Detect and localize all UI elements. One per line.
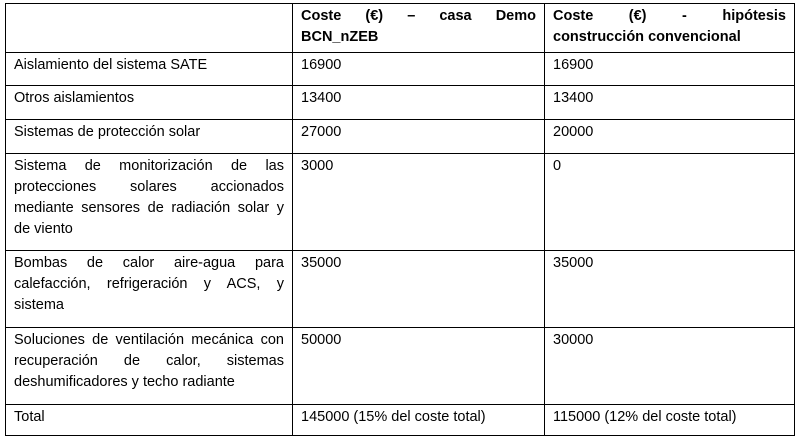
row-label: Soluciones de ventilación mecánica con recuperación de calor, sistemas deshumificadores y techo radiante (6, 328, 293, 405)
conventional-cost-value: 16900 (545, 53, 795, 86)
table-row (6, 251, 795, 328)
header-cell-empty (6, 4, 293, 53)
conventional-cost-value: 30000 (545, 328, 795, 405)
row-label: Sistemas de protección solar (6, 120, 293, 154)
demo-cost-value: 50000 (293, 328, 545, 405)
table-row (6, 154, 795, 251)
row-label: Sistema de monitorización de las protecciones solares accionados mediante sensores de radiación solar y de viento (6, 154, 293, 251)
cost-comparison-table (5, 3, 795, 436)
conventional-cost-value: 35000 (545, 251, 795, 328)
demo-cost-value: 16900 (293, 53, 545, 86)
demo-cost-value: 13400 (293, 86, 545, 120)
conventional-cost-value: 20000 (545, 120, 795, 154)
cost-table-container (5, 3, 795, 436)
conventional-cost-value: 13400 (545, 86, 795, 120)
table-header-row (6, 4, 795, 53)
row-label-total: Total (6, 405, 293, 436)
conventional-cost-total: 115000 (12% del coste total) (545, 405, 795, 436)
header-cell-demo-cost: Coste (€) – casa Demo BCN_nZEB (293, 4, 545, 53)
demo-cost-total: 145000 (15% del coste total) (293, 405, 545, 436)
table-row (6, 120, 795, 154)
demo-cost-value: 3000 (293, 154, 545, 251)
table-row (6, 86, 795, 120)
row-label: Aislamiento del sistema SATE (6, 53, 293, 86)
table-row (6, 53, 795, 86)
header-cell-conventional-cost: Coste (€) - hipótesis construcción convencional (545, 4, 795, 53)
table-row (6, 328, 795, 405)
conventional-cost-value: 0 (545, 154, 795, 251)
demo-cost-value: 27000 (293, 120, 545, 154)
row-label: Otros aislamientos (6, 86, 293, 120)
row-label: Bombas de calor aire-agua para calefacción, refrigeración y ACS, y sistema (6, 251, 293, 328)
demo-cost-value: 35000 (293, 251, 545, 328)
